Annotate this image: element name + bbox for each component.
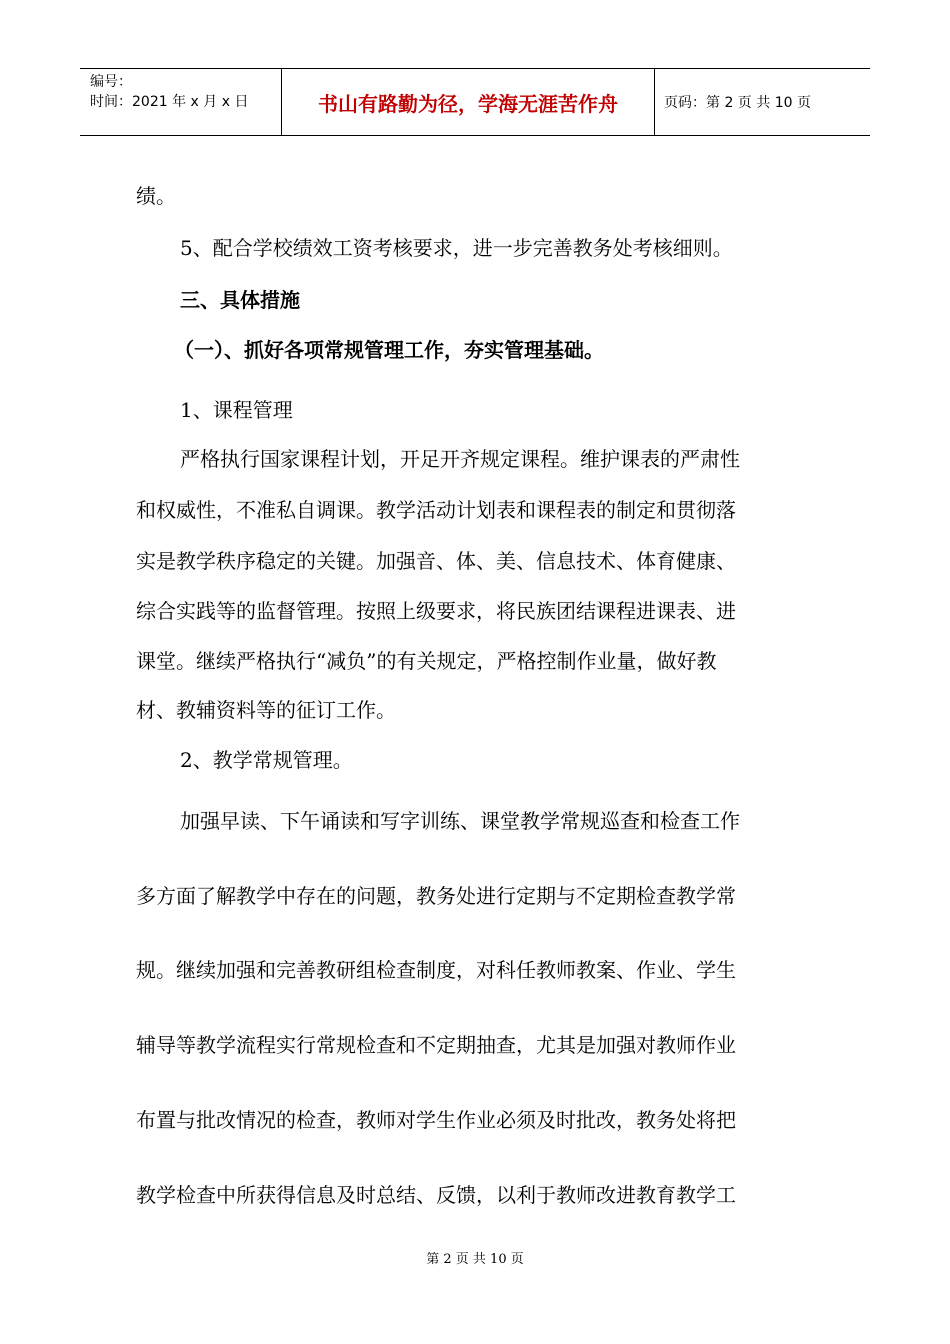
body-line: 严格执行国家课程计划，开足开齐规定课程。维护课表的严肃性 bbox=[180, 447, 740, 471]
document-date: 时间：2021 年 x 月 x 日 bbox=[90, 94, 249, 110]
body-line: 课堂。继续严格执行“减负”的有关规定，严格控制作业量，做好教 bbox=[136, 649, 717, 673]
header-page-info: 页码：第 2 页 共 10 页 bbox=[664, 95, 811, 111]
section-heading: 三、具体措施 bbox=[180, 288, 300, 312]
body-line: 实是教学秩序稳定的关键。加强音、体、美、信息技术、体育健康、 bbox=[136, 549, 736, 573]
body-line: 5、配合学校绩效工资考核要求，进一步完善教务处考核细则。 bbox=[180, 236, 733, 260]
body-line: 教学检查中所获得信息及时总结、反馈，以利于教师改进教育教学工 bbox=[136, 1183, 736, 1207]
subsection-heading: （一）、抓好各项常规管理工作，夯实管理基础。 bbox=[174, 338, 604, 362]
body-line: 多方面了解教学中存在的问题，教务处进行定期与不定期检查教学常 bbox=[136, 884, 736, 908]
body-line: 加强早读、下午诵读和写字训练、课堂教学常规巡查和检查工作 bbox=[180, 809, 740, 833]
item-heading: 2、教学常规管理。 bbox=[180, 748, 353, 772]
header-meta bbox=[80, 69, 282, 135]
document-number-label: 编号： bbox=[90, 74, 132, 90]
item-heading: 1、课程管理 bbox=[180, 398, 293, 422]
document-header bbox=[80, 68, 870, 136]
header-motto: 书山有路勤为径，学海无涯苦作舟 bbox=[282, 69, 655, 135]
page-footer: 第 2 页 共 10 页 bbox=[426, 1252, 524, 1267]
body-line: 和权威性，不准私自调课。教学活动计划表和课程表的制定和贯彻落 bbox=[136, 498, 736, 522]
body-line: 规。继续加强和完善教研组检查制度，对科任教师教案、作业、学生 bbox=[136, 958, 736, 982]
body-line: 辅导等教学流程实行常规检查和不定期抽查，尤其是加强对教师作业 bbox=[136, 1033, 736, 1057]
body-line: 布置与批改情况的检查，教师对学生作业必须及时批改，教务处将把 bbox=[136, 1108, 736, 1132]
body-line: 材、教辅资料等的征订工作。 bbox=[136, 698, 396, 722]
body-line: 绩。 bbox=[136, 184, 176, 208]
body-line: 综合实践等的监督管理。按照上级要求，将民族团结课程进课表、进 bbox=[136, 599, 736, 623]
